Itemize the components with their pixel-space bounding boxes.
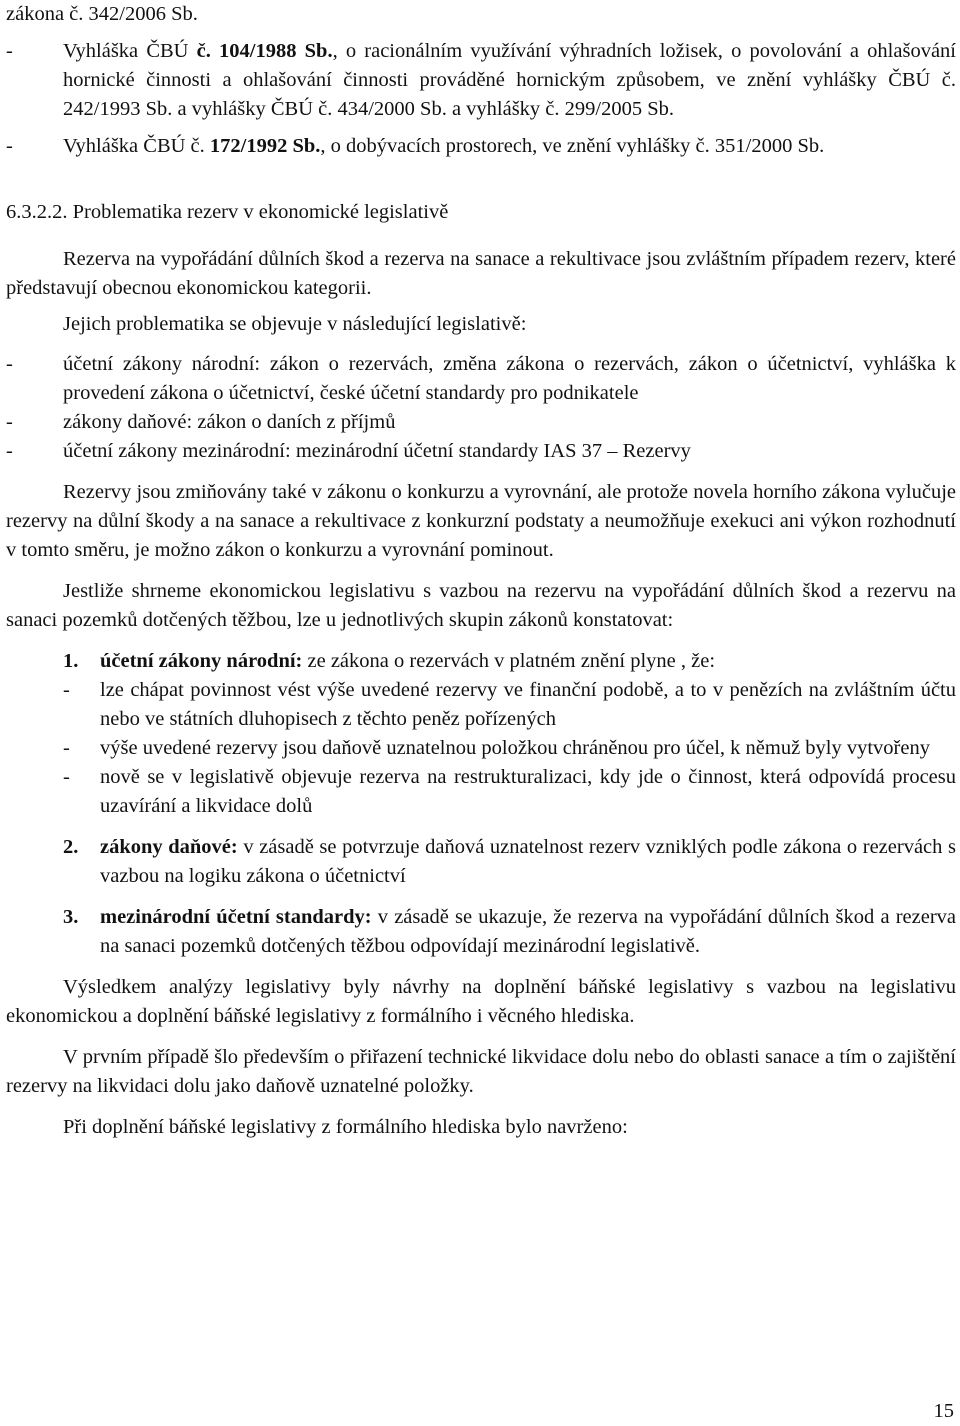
numbered-item [6,833,956,891]
paragraph: Při doplnění báňské legislativy z formálního hlediska bylo navrženo: [63,1116,628,1138]
section-heading: 6.3.2.2. Problematika rezerv v ekonomické legislativě [6,201,449,223]
list-marker: - [63,679,70,701]
list-item-text: výše uvedené rezervy jsou daňově uznatelnou položkou chráněnou pro účel, k němuž byly vytvořeny [100,737,930,759]
list-item-lead: Vyhláška ČBÚ č. [63,135,210,157]
list-item-lead: Vyhláška ČBÚ [63,40,197,62]
item-text: v zásadě se potvrzuje daňová uznatelnost rezerv vzniklých podle zákona o rezervách s vazbou na logiku zákona o účetnictví [100,836,956,887]
paragraph: V prvním případě šlo především o přiřazení technické likvidace dolu nebo do oblasti sanace a tím o zajištění rezervy na likvidaci dolu jako daňově uznatelné položky. [6,1046,956,1097]
item-title: zákony daňové: [100,836,238,858]
list-item-text: nově se v legislativě objevuje rezerva na restrukturalizaci, kdy jde o činnost, která odpovídá procesu uzavírání a likvidace dolů [100,766,956,817]
list-item [6,734,956,763]
list-marker: - [6,135,13,157]
list-item-text: účetní zákony národní: zákon o rezervách, změna zákona o rezervách, zákon o účetnictví, vyhláška k provedení zákona o účetnictví, české účetní standardy pro podnikatele [63,353,956,404]
list-marker: - [6,411,13,433]
paragraph: Jestliže shrneme ekonomickou legislativu s vazbou na rezervu na vypořádání důlních škod a rezervu na sanaci pozemků dotčených těžbou, lze u jednotlivých skupin zákonů konstatovat: [6,580,956,631]
numbered-item [6,903,956,961]
paragraph: Výsledkem analýzy legislativy byly návrhy na doplnění báňské legislativy s vazbou na legislativu ekonomickou a doplnění báňské legislativy z formálního i věcného hlediska. [6,976,956,1027]
paragraph: Jejich problematika se objevuje v následující legislativě: [63,313,527,335]
regulation-reference: č. 104/1988 Sb. [196,40,333,62]
item-title: mezinárodní účetní standardy: [100,906,372,928]
paragraph: Rezervy jsou zmiňovány také v zákonu o konkurzu a vyrovnání, ale protože novela horního zákona vylučuje rezervy na důlní škody a na sanace a rekultivace z konkurzní podstaty a neumožňuje exekuci ani výkon rozhodnutí v tomto směru, je možno zákon o konkurzu a vyrovnání pominout. [6,481,956,561]
legislation-list [6,350,956,466]
list-marker: - [6,353,13,375]
list-item-text: , o dobývacích prostorech, ve znění vyhlášky č. 351/2000 Sb. [320,135,825,157]
item-title: účetní zákony národní: [100,650,303,672]
list-item [6,763,956,821]
item-number: 2. [63,836,79,858]
list-item [6,350,956,408]
list-marker: - [63,766,70,788]
list-item [6,37,956,124]
document-page [6,0,956,1142]
text-line: zákona č. 342/2006 Sb. [6,3,198,25]
list-item [6,676,956,734]
list-item-text: , o racionálním využívání výhradních ložisek, o povolování a ohlašování hornické činnosti a ohlašování činnosti prováděné hornickým způsobem, ve znění vyhlášky ČBÚ č. 242/1993 Sb. a vyhlášky ČBÚ č. 434/2000 Sb. a vyhlášky č. 299/2005 Sb. [63,40,956,120]
regulation-reference: 172/1992 Sb. [209,135,321,157]
list-item-text: lze chápat povinnost vést výše uvedené rezervy ve finanční podobě, a to v penězích na zvláštním účtu nebo ve státních dluhopisech z těchto peněz pořízených [100,679,956,730]
page-number: 15 [933,1400,954,1422]
list-item [6,437,956,466]
item-number: 1. [63,650,79,672]
list-item [6,132,956,161]
list-marker: - [6,40,13,62]
list-item-text: účetní zákony mezinárodní: mezinárodní účetní standardy IAS 37 – Rezervy [63,440,691,462]
item-text: ze zákona o rezervách v platném znění plyne , že: [302,650,716,672]
paragraph: Rezerva na vypořádání důlních škod a rezerva na sanace a rekultivace jsou zvláštním případem rezerv, které představují obecnou ekonomickou kategorii. [6,248,956,299]
item-text: v zásadě se ukazuje, že rezerva na vypořádání důlních škod a rezerva na sanaci pozemků dotčených těžbou odpovídají mezinárodní legislativě. [100,906,956,957]
list-marker: - [6,440,13,462]
list-item [6,408,956,437]
list-marker: - [63,737,70,759]
numbered-item [6,647,956,676]
list-item-text: zákony daňové: zákon o daních z příjmů [63,411,396,433]
item-number: 3. [63,906,79,928]
